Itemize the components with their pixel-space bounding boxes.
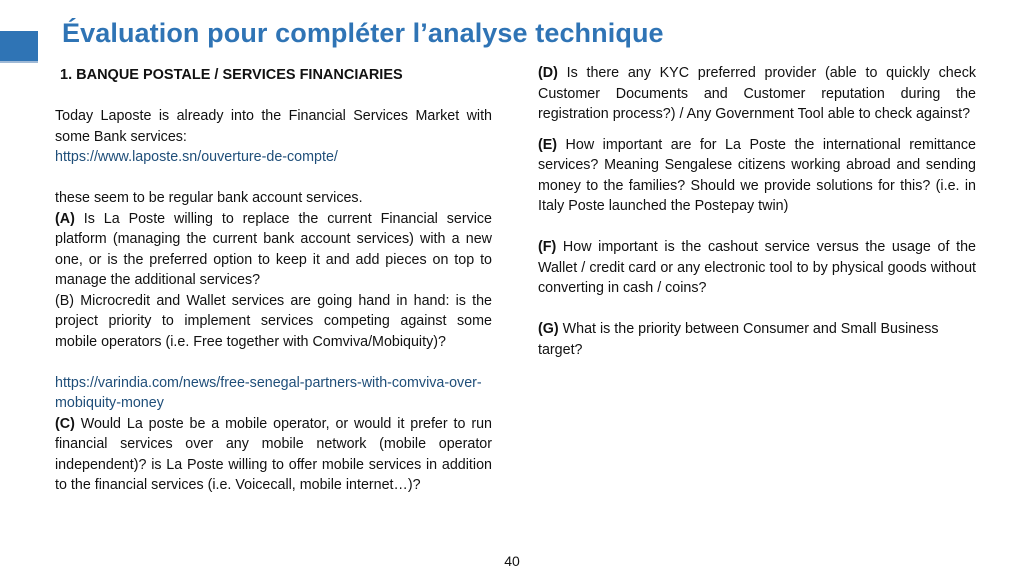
question-a-text: Is La Poste willing to replace the current Financial service platform (managing the current bank account services) with a new one, or is the preferred option to keep it and add pieces on top to manage the additional services? [55,210,492,288]
question-a-label: (A) [55,210,75,227]
question-c-text: Would La poste be a mobile operator, or would it prefer to run financial services over any mobile network (mobile operator independent)? is La Poste willing to offer mobile services in addition to the financial services (i.e. Voicecall, mobile internet…)? [55,415,492,493]
question-d-label: (D) [538,65,558,81]
question-a [55,209,492,291]
slide-title: Évaluation pour compléter l’analyse technique [62,18,664,48]
regular-services-text: these seem to be regular bank account services. [55,190,363,206]
left-column [55,63,492,496]
question-c-label: (C) [55,415,75,432]
question-e-label: (E) [538,136,558,153]
laposte-link[interactable]: https://www.laposte.sn/ouverture-de-compte/ [55,149,338,165]
intro-text: Today Laposte is already into the Financial Services Market with some Bank services: [55,108,492,145]
question-d-text: Is there any KYC preferred provider (able to quickly check Customer Documents and Customer reputation during the registration process?) / Any Government Tool able to check against? [538,65,976,122]
question-f-text: How important is the cashout service versus the usage of the Wallet / credit card or any electronic tool to by physical goods without converting in cash / coins? [538,239,976,296]
question-d [538,63,976,125]
question-b: (B) Microcredit and Wallet services are going hand in hand: is the project priority to implement services competing against some mobile operators (i.e. Free together with Comviva/Mobiquity)? [55,292,492,350]
question-f-label: (F) [538,239,557,255]
right-column [538,63,976,360]
question-c [55,414,492,496]
page-number: 40 [504,553,520,569]
question-e-text: How important are for La Poste the international remittance services? Meaning Sengalese citizens working abroad and sending money to the families? Should we provide solutions for this? (i.e. in Italy Poste launched the Postepay twin) [538,136,976,214]
question-e [538,135,976,217]
section-heading: 1. BANQUE POSTALE / SERVICES FINANCIARIES [60,67,403,83]
question-g-label: (G) [538,321,559,337]
question-g [538,319,976,360]
question-f [538,237,976,299]
varindia-link[interactable]: https://varindia.com/news/free-senegal-partners-with-comviva-over-mobiquity-money [55,374,482,411]
question-g-text: What is the priority between Consumer and Small Business target? [538,321,939,358]
intro-paragraph [55,106,492,168]
accent-bar [0,31,38,61]
